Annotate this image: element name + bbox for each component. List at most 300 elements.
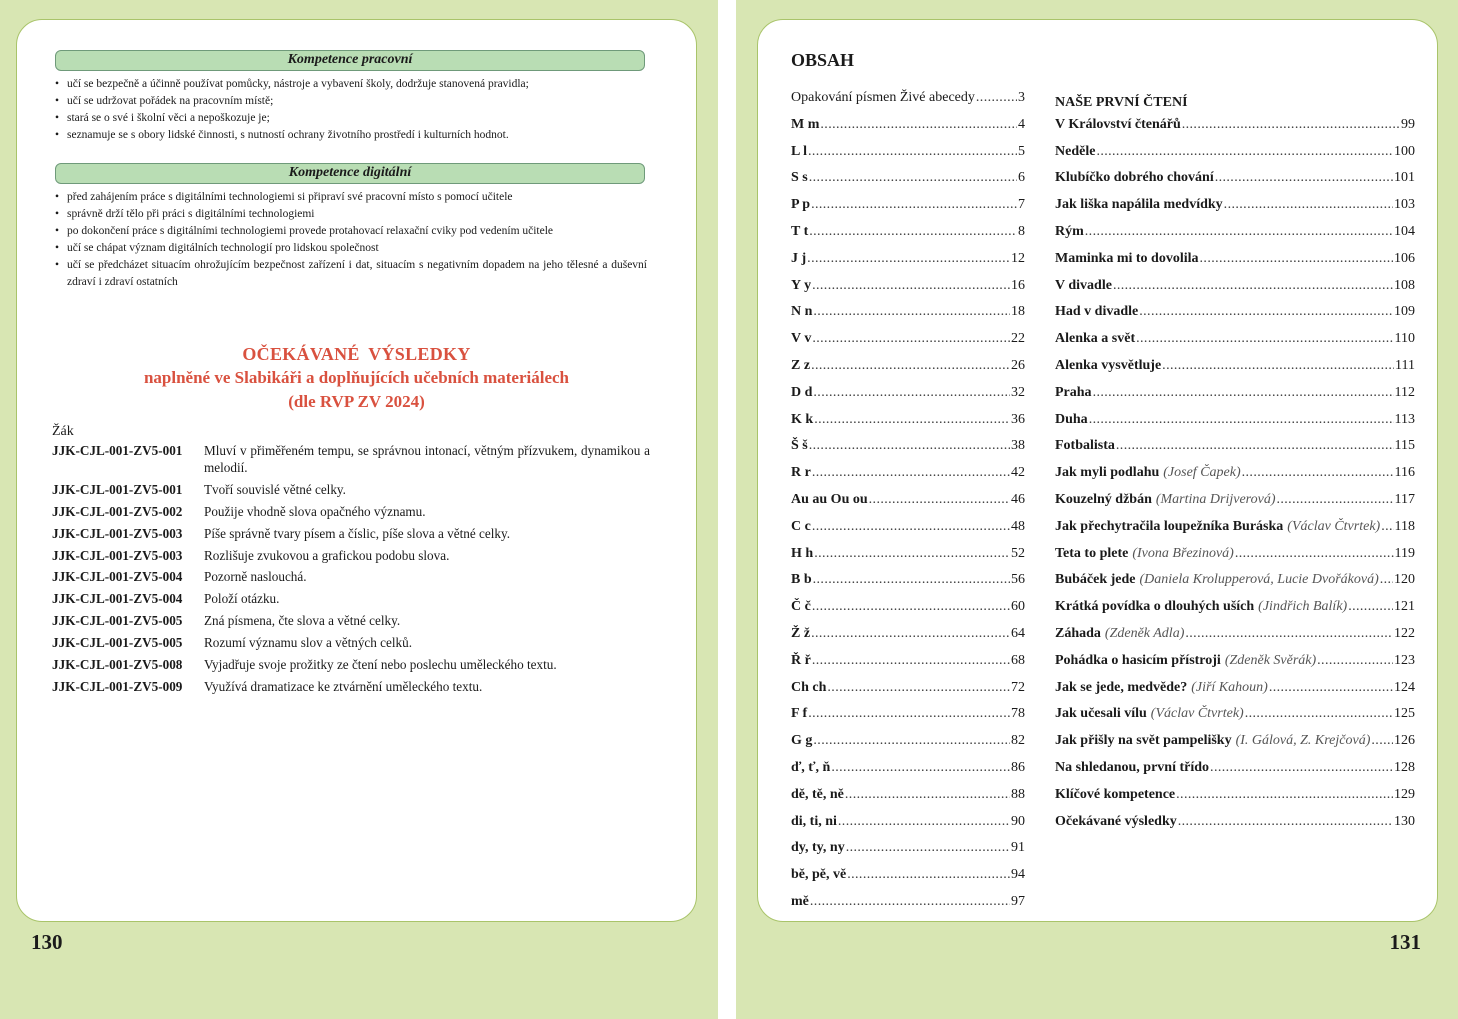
toc-entry-page: 78 <box>1011 706 1025 722</box>
toc-entry-page: 12 <box>1011 250 1025 266</box>
toc-entry-label: Na shledanou, první třído <box>1055 759 1210 775</box>
toc-entry-author: (Václav Čtvrtek) <box>1287 518 1381 534</box>
toc-entry[interactable] <box>791 572 1025 599</box>
toc-entry-label: Fotbalista <box>1055 438 1115 454</box>
outcome-row <box>52 678 650 695</box>
toc-entry[interactable] <box>1055 599 1415 626</box>
toc-entry-page: 99 <box>1401 116 1415 132</box>
toc-entry-page: 60 <box>1011 599 1025 615</box>
toc-entry-page: 128 <box>1394 759 1415 775</box>
outcome-description: Pozorně naslouchá. <box>204 569 307 585</box>
dot-leader <box>1139 304 1393 320</box>
toc-entry[interactable] <box>791 385 1025 412</box>
toc-entry-label: Jak myli podlahu <box>1055 465 1160 481</box>
toc-entry-label: Maminka mi to dovolila <box>1055 250 1199 266</box>
toc-entry[interactable] <box>791 278 1025 305</box>
toc-entry-page: 7 <box>1018 197 1025 213</box>
dot-leader <box>808 706 1010 722</box>
toc-entry-page: 86 <box>1011 759 1025 775</box>
toc-entry-page: 130 <box>1394 813 1415 829</box>
toc-entry[interactable] <box>791 251 1025 278</box>
dot-leader <box>1085 224 1393 240</box>
dot-leader <box>812 653 1010 669</box>
dot-leader <box>811 197 1017 213</box>
dot-leader <box>812 331 1010 347</box>
outcome-description: Mluví v přiměřeném tempu, se správnou intonací, větným přízvukem, dynamikou a melodií. <box>204 443 650 475</box>
toc-entry[interactable] <box>1055 197 1415 224</box>
toc-entry-label: V Království čtenářů <box>1055 116 1181 132</box>
toc-entry-page: 46 <box>1011 491 1025 507</box>
toc-entry-page: 88 <box>1011 786 1025 802</box>
outcome-row <box>52 547 650 564</box>
toc-entry-page: 103 <box>1394 197 1415 213</box>
dot-leader <box>1178 814 1393 830</box>
left-page-background <box>0 0 718 1019</box>
toc-entry-page: 5 <box>1018 143 1025 159</box>
toc-entry[interactable] <box>1055 546 1415 573</box>
toc-entry-label: Pohádka o hasicím přístroji <box>1055 652 1221 668</box>
toc-entry-label: T t <box>791 223 809 239</box>
toc-entry[interactable] <box>791 653 1025 680</box>
dot-leader <box>845 787 1010 803</box>
toc-entry-label: dě, tě, ně <box>791 786 844 802</box>
dot-leader <box>846 840 1010 856</box>
toc-entry-label: Alenka vysvětluje <box>1055 357 1162 373</box>
toc-entry-label: Bubáček jede <box>1055 572 1136 588</box>
left-page <box>16 19 697 922</box>
results-subtitle: naplněné ve Slabikáři a doplňujících učebních materiálech <box>143 368 570 387</box>
toc-entry-label: Opakování písmen Živé abecedy <box>791 90 975 105</box>
dot-leader <box>812 519 1010 535</box>
toc-column-reading <box>1055 90 1415 840</box>
toc-entry-label: Rým <box>1055 223 1084 239</box>
toc-entry-label: mě <box>791 893 809 909</box>
dot-leader <box>1116 438 1394 454</box>
list-item: • správně drží tělo při práci s digitálními technologiemi <box>53 206 647 223</box>
dot-leader <box>1317 653 1393 669</box>
toc-entry[interactable] <box>791 144 1025 171</box>
kompetence-pracovni-list <box>53 76 647 144</box>
dot-leader <box>1380 572 1393 588</box>
toc-entry-author: (Ivona Březinová) <box>1132 545 1234 561</box>
toc-entry-page: 108 <box>1394 277 1415 293</box>
toc-entry[interactable] <box>791 304 1025 331</box>
dot-leader <box>827 680 1010 696</box>
toc-entry-label: Jak učesali vílu <box>1055 706 1147 722</box>
toc-entry[interactable] <box>791 438 1025 465</box>
toc-entry-label: ď, ť, ň <box>791 759 831 775</box>
toc-entry-page: 91 <box>1011 840 1025 856</box>
outcome-row <box>52 612 650 629</box>
toc-entry-author: (Jiří Kahoun) <box>1191 679 1268 695</box>
toc-entry[interactable] <box>1055 572 1415 599</box>
toc-entry-page: 126 <box>1394 733 1415 749</box>
outcome-row <box>52 590 650 607</box>
outcome-description: Rozumí významu slov a větných celků. <box>204 635 413 651</box>
toc-entry-page: 68 <box>1011 652 1025 668</box>
toc-entry-author: (Daniela Krolupperová, Lucie Dvořáková) <box>1139 572 1379 588</box>
toc-entry-author: (Václav Čtvrtek) <box>1150 706 1244 722</box>
toc-entry[interactable] <box>1055 465 1415 492</box>
toc-entry[interactable] <box>1055 385 1415 412</box>
outcome-code: JJK-CJL-001-ZV5-002 <box>52 503 183 519</box>
toc-entry-page: 129 <box>1394 786 1415 802</box>
toc-entry-author: (Josef Čapek) <box>1163 465 1241 481</box>
toc-entry-page: 101 <box>1394 170 1415 186</box>
toc-entry[interactable] <box>791 733 1025 760</box>
toc-entry[interactable] <box>1055 680 1415 707</box>
dot-leader <box>1269 680 1393 696</box>
toc-entry-label: Z z <box>791 357 811 373</box>
toc-entry[interactable] <box>1055 733 1415 760</box>
toc-entry[interactable] <box>791 760 1025 787</box>
toc-entry-label: B b <box>791 572 812 588</box>
kompetence-pracovni-header: Kompetence pracovní <box>55 50 645 71</box>
toc-entry[interactable] <box>791 170 1025 197</box>
toc-entry-page: 48 <box>1011 518 1025 534</box>
dot-leader <box>1210 760 1393 776</box>
toc-entry-label: J j <box>791 250 807 266</box>
outcome-row <box>52 442 650 476</box>
dot-leader <box>812 465 1010 481</box>
toc-entry-page: 123 <box>1394 652 1415 668</box>
dot-leader <box>812 278 1010 294</box>
dot-leader <box>1215 170 1393 186</box>
dot-leader <box>811 626 1010 642</box>
toc-entry-label: Kouzelný džbán <box>1055 491 1152 507</box>
toc-entry[interactable] <box>1055 304 1415 331</box>
toc-entry-label: Jak přišly na svět pampelišky <box>1055 733 1232 749</box>
toc-entry-label: Klíčové kompetence <box>1055 786 1176 802</box>
toc-entry-label: Jak přechytračila loupežníka Buráska <box>1055 518 1284 534</box>
right-page <box>757 19 1438 922</box>
toc-entry[interactable] <box>791 599 1025 626</box>
dot-leader <box>813 385 1010 401</box>
toc-entry[interactable] <box>791 787 1025 814</box>
toc-entry-label: H h <box>791 545 814 561</box>
dot-leader <box>1089 412 1394 428</box>
outcome-code: JJK-CJL-001-ZV5-005 <box>52 635 183 651</box>
toc-entry-label: D d <box>791 384 813 400</box>
toc-entry-page: 115 <box>1394 438 1415 454</box>
toc-entry-label: Neděle <box>1055 143 1096 159</box>
outcome-row <box>52 481 650 498</box>
dot-leader <box>1224 197 1393 213</box>
subject-label: Žák <box>52 424 74 439</box>
dot-leader <box>1381 519 1393 535</box>
toc-entry[interactable] <box>1055 144 1415 171</box>
outcomes-list <box>52 442 650 700</box>
toc-entry[interactable] <box>791 814 1025 841</box>
outcome-description: Zná písmena, čte slova a větné celky. <box>204 613 401 629</box>
outcome-code: JJK-CJL-001-ZV5-009 <box>52 678 183 694</box>
toc-entry-page: 97 <box>1011 893 1025 909</box>
dot-leader <box>869 492 1010 508</box>
toc-entry-page: 119 <box>1394 545 1415 561</box>
toc-entry-label: Y y <box>791 277 812 293</box>
outcome-description: Tvoří souvislé větné celky. <box>204 481 346 497</box>
toc-entry-page: 112 <box>1394 384 1415 400</box>
toc-entry-page: 113 <box>1394 411 1415 427</box>
dot-leader <box>1136 331 1393 347</box>
dot-leader <box>814 546 1010 562</box>
toc-entry[interactable] <box>1055 653 1415 680</box>
list-item: • učí se bezpečně a účinně používat pomůcky, nástroje a vybavení školy, dodržuje stanovená pravidla; <box>53 76 647 93</box>
toc-entry-page: 18 <box>1011 304 1025 320</box>
toc-entry-label: Očekávané výsledky <box>1055 813 1177 829</box>
dot-leader <box>808 144 1017 160</box>
dot-leader <box>1245 706 1393 722</box>
dot-leader <box>813 733 1010 749</box>
toc-entry-page: 6 <box>1018 170 1025 186</box>
toc-entry-page: 120 <box>1394 572 1415 588</box>
outcome-code: JJK-CJL-001-ZV5-001 <box>52 443 183 458</box>
toc-entry[interactable] <box>1055 760 1415 787</box>
toc-entry-label: N n <box>791 304 813 320</box>
toc-entry[interactable] <box>1055 170 1415 197</box>
toc-entry-author: (Zdeněk Svěrák) <box>1224 652 1317 668</box>
toc-entry[interactable] <box>791 519 1025 546</box>
outcome-row <box>52 656 650 673</box>
toc-entry-label: Alenka a svět <box>1055 331 1136 347</box>
dot-leader <box>813 304 1010 320</box>
dot-leader <box>976 90 1017 106</box>
dot-leader <box>1176 787 1393 803</box>
toc-entry-page: 72 <box>1011 679 1025 695</box>
toc-entry-label: Duha <box>1055 411 1088 427</box>
toc-entry-page: 116 <box>1394 465 1415 481</box>
toc-title: OBSAH <box>791 50 855 70</box>
toc-entry-label: Klubíčko dobrého chování <box>1055 170 1214 186</box>
toc-entry[interactable] <box>1055 331 1415 358</box>
toc-entry[interactable] <box>791 840 1025 867</box>
dot-leader <box>807 251 1010 267</box>
toc-entry-page: 111 <box>1395 357 1415 373</box>
dot-leader <box>831 760 1010 776</box>
dot-leader <box>1185 626 1393 642</box>
toc-entry-page: 52 <box>1011 545 1025 561</box>
toc-entry[interactable] <box>1055 251 1415 278</box>
toc-entry-label: V divadle <box>1055 277 1112 293</box>
toc-entry[interactable] <box>791 197 1025 224</box>
toc-entry[interactable] <box>791 358 1025 385</box>
toc-entry-page: 56 <box>1011 572 1025 588</box>
outcome-code: JJK-CJL-001-ZV5-005 <box>52 613 183 629</box>
toc-entry-page: 32 <box>1011 384 1025 400</box>
toc-entry[interactable] <box>791 117 1025 144</box>
page-number: 130 <box>31 930 63 954</box>
dot-leader <box>838 814 1010 830</box>
dot-leader <box>847 867 1010 883</box>
toc-entry-author: (I. Gálová, Z. Krejčová) <box>1235 733 1371 749</box>
toc-entry-page: 36 <box>1011 411 1025 427</box>
toc-entry-label: Praha <box>1055 384 1092 400</box>
toc-entry-author: (Martina Drijverová) <box>1155 491 1276 507</box>
dot-leader <box>1348 599 1393 615</box>
dot-leader <box>1093 385 1394 401</box>
toc-entry-page: 106 <box>1394 250 1415 266</box>
toc-entry[interactable] <box>791 706 1025 733</box>
outcome-description: Položí otázku. <box>204 591 280 607</box>
toc-entry-label: Had v divadle <box>1055 304 1139 320</box>
toc-entry-label: Au au Ou ou <box>791 491 868 507</box>
dot-leader <box>1182 117 1400 133</box>
toc-entry-label: K k <box>791 411 814 427</box>
toc-entry-label: Teta to plete <box>1055 545 1129 561</box>
dot-leader <box>811 358 1010 374</box>
toc-entry-page: 125 <box>1394 706 1415 722</box>
toc-entry-page: 109 <box>1394 304 1415 320</box>
toc-entry[interactable] <box>791 412 1025 439</box>
toc-entry-label: V v <box>791 331 812 347</box>
toc-entry-page: 8 <box>1018 223 1025 239</box>
outcome-code: JJK-CJL-001-ZV5-008 <box>52 657 183 673</box>
dot-leader <box>813 572 1010 588</box>
dot-leader <box>814 412 1010 428</box>
toc-entry[interactable] <box>791 680 1025 707</box>
list-item: • stará se o své i školní věci a nepoškozuje je; <box>53 110 647 127</box>
outcome-description: Použije vhodně slova opačného významu. <box>204 503 426 519</box>
toc-entry-label: Záhada <box>1055 625 1101 641</box>
toc-entry[interactable] <box>791 492 1025 519</box>
outcome-description: Píše správně tvary písem a číslic, píše slova a větné celky. <box>204 525 511 541</box>
kompetence-digitalni-header: Kompetence digitální <box>55 163 645 184</box>
toc-entry-page: 100 <box>1394 143 1415 159</box>
toc-entry-page: 3 <box>1018 90 1025 105</box>
outcome-row <box>52 634 650 651</box>
dot-leader <box>820 117 1017 133</box>
toc-entry[interactable] <box>1055 117 1415 144</box>
toc-entry[interactable] <box>1055 278 1415 305</box>
toc-entry-page: 4 <box>1018 116 1025 132</box>
toc-entry-label: Krátká povídka o dlouhých uších <box>1055 599 1255 615</box>
toc-entry-label: bě, pě, vě <box>791 867 847 883</box>
outcome-row <box>52 503 650 520</box>
dot-leader <box>1162 358 1394 374</box>
dot-leader <box>1096 144 1393 160</box>
kompetence-digitalni-list <box>53 189 647 291</box>
toc-entry[interactable] <box>791 546 1025 573</box>
toc-entry-page: 124 <box>1394 679 1415 695</box>
toc-entry[interactable] <box>791 626 1025 653</box>
toc-entry-page: 94 <box>1011 867 1025 883</box>
toc-entry-page: 26 <box>1011 357 1025 373</box>
toc-entry-page: 122 <box>1394 625 1415 641</box>
outcome-description: Vyjadřuje svoje prožitky ze čtení nebo poslechu uměleckého textu. <box>204 657 557 673</box>
toc-entry-page: 38 <box>1011 438 1025 454</box>
toc-entry[interactable] <box>1055 626 1415 653</box>
toc-entry-page: 82 <box>1011 733 1025 749</box>
outcome-description: Využívá dramatizace ke ztvárnění uměleckého textu. <box>204 678 483 694</box>
dot-leader <box>1276 492 1393 508</box>
toc-entry-author: (Jindřich Balík) <box>1258 599 1348 615</box>
dot-leader <box>1200 251 1393 267</box>
toc-entry[interactable] <box>1055 412 1415 439</box>
right-page-background <box>736 0 1458 1019</box>
results-title: OČEKÁVANÉ VÝSLEDKY <box>242 344 471 364</box>
toc-entry[interactable] <box>791 867 1025 894</box>
list-item: • učí se předcházet situacím ohrožujícím bezpečnost zařízení i dat, situacím s negativním dopadem na jeho tělesné a duševní zdraví i zdraví ostatních <box>53 257 647 291</box>
toc-entry-label: M m <box>791 116 820 132</box>
toc-entry[interactable] <box>1055 787 1415 814</box>
outcome-code: JJK-CJL-001-ZV5-001 <box>52 481 183 497</box>
toc-entry[interactable] <box>1055 814 1415 841</box>
toc-entry-label: G g <box>791 733 813 749</box>
page-number: 131 <box>1389 930 1421 954</box>
toc-entry-label: dy, ty, ny <box>791 840 845 856</box>
toc-entry-label: Jak se jede, medvěde? <box>1055 679 1188 695</box>
toc-entry-label: L l <box>791 143 807 159</box>
toc-entry-page: 121 <box>1394 599 1415 615</box>
toc-entry-label: Š š <box>791 438 808 454</box>
list-item: • učí se udržovat pořádek na pracovním místě; <box>53 93 647 110</box>
toc-entry-page: 117 <box>1394 491 1415 507</box>
toc-entry-label: Ch ch <box>791 679 827 695</box>
toc-entry[interactable] <box>1055 706 1415 733</box>
outcome-code: JJK-CJL-001-ZV5-003 <box>52 525 183 541</box>
dot-leader <box>1371 733 1393 749</box>
toc-entry-page: 110 <box>1394 331 1415 347</box>
toc-entry[interactable] <box>1055 519 1415 546</box>
toc-entry-author: (Zdeněk Adla) <box>1104 625 1185 641</box>
toc-entry[interactable] <box>791 465 1025 492</box>
toc-entry[interactable] <box>791 894 1025 921</box>
dot-leader <box>1113 278 1393 294</box>
toc-column-letters <box>791 90 1025 921</box>
toc-entry-page: 22 <box>1011 331 1025 347</box>
toc-entry-label: F f <box>791 706 808 722</box>
dot-leader <box>812 599 1010 615</box>
outcome-description: Rozlišuje zvukovou a grafickou podobu slova. <box>204 547 450 563</box>
toc-entry-label: S s <box>791 170 808 186</box>
dot-leader <box>1242 465 1394 481</box>
toc-entry-label: P p <box>791 197 811 213</box>
outcome-code: JJK-CJL-001-ZV5-004 <box>52 591 183 607</box>
toc-entry-label: Ž ž <box>791 625 811 641</box>
outcome-row <box>52 568 650 585</box>
toc-section-heading: NAŠE PRVNÍ ČTENÍ <box>1055 95 1188 110</box>
toc-entry[interactable] <box>1055 492 1415 519</box>
toc-entry[interactable] <box>1055 358 1415 385</box>
list-item: • seznamuje se s obory lidské činnosti, s nutností ochrany životního prostředí i kulturních hodnot. <box>53 127 647 144</box>
toc-entry-label: C c <box>791 518 811 534</box>
dot-leader <box>809 170 1017 186</box>
toc-entry-label: Jak liška napálila medvídky <box>1055 197 1223 213</box>
outcome-code: JJK-CJL-001-ZV5-004 <box>52 569 183 585</box>
toc-entry-page: 42 <box>1011 465 1025 481</box>
list-item: • po dokončení práce s digitálními technologiemi provede protahovací relaxační cviky pod vedením učitele <box>53 223 647 240</box>
toc-entry-page: 64 <box>1011 625 1025 641</box>
dot-leader <box>810 894 1010 910</box>
toc-entry[interactable] <box>1055 438 1415 465</box>
toc-entry-label: R r <box>791 465 811 481</box>
toc-entry-page: 118 <box>1394 518 1415 534</box>
toc-entry[interactable] <box>791 331 1025 358</box>
toc-entry-page: 16 <box>1011 277 1025 293</box>
outcome-row <box>52 525 650 542</box>
toc-entry[interactable] <box>791 224 1025 251</box>
dot-leader <box>809 224 1017 240</box>
toc-entry-label: Č č <box>791 599 811 615</box>
toc-entry-label: di, ti, ni <box>791 813 837 829</box>
toc-entry-page: 104 <box>1394 223 1415 239</box>
list-item: • učí se chápat význam digitálních technologií pro lidskou společnost <box>53 240 647 257</box>
dot-leader <box>809 438 1010 454</box>
toc-entry-label: Ř ř <box>791 652 811 668</box>
results-heading <box>17 342 696 414</box>
toc-entry[interactable] <box>791 90 1025 117</box>
toc-entry[interactable] <box>1055 224 1415 251</box>
